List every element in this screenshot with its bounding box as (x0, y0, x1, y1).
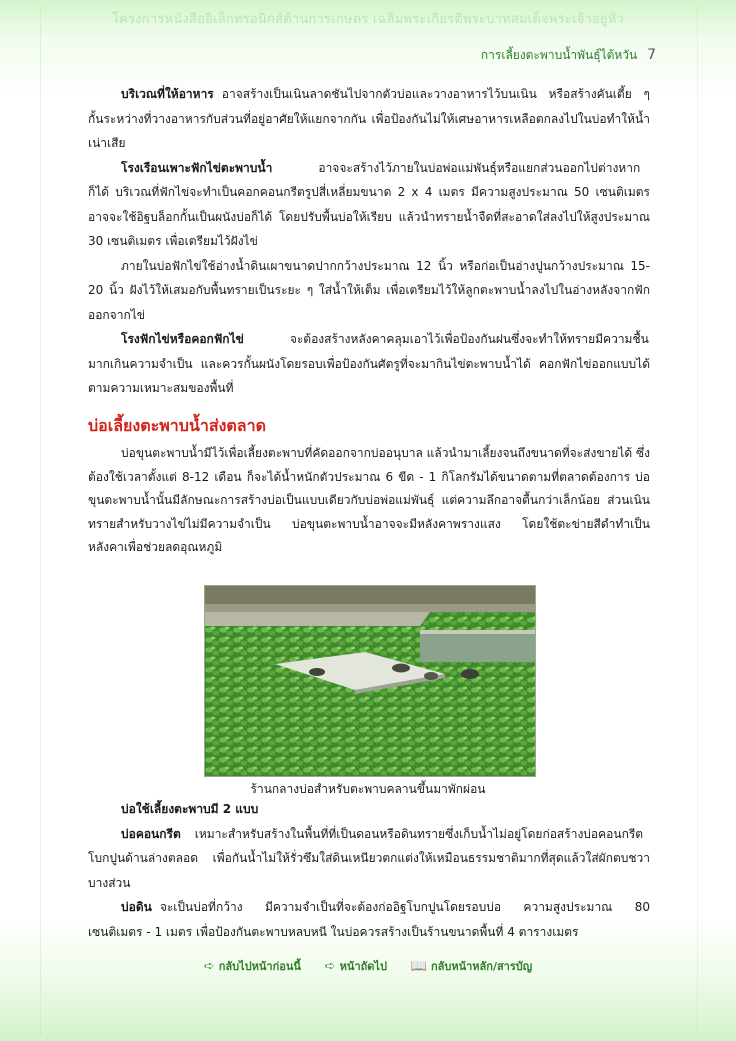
paragraph-hatching-pen (88, 327, 650, 401)
paragraph-market-pond: บ่อขุนตะพาบน้ำมีไว้เพื่อเลี้ยงตะพาบที่คัดออกจากบ่ออนุบาล แล้วนำมาเลี้ยงจนถึงขนาดที่จะส่งขายได้ ซึ่งต้องใช้เวลาตั้งแต่ 8-12 เดือน ก็จะได้น้ำหนักตัวประมาณ 6 ขีด - 1 กิโลกรัมได้ขนาดตามที่ตลาดต้องการ บ่อขุนตะพาบน้ำนั้นมีลักษณะการสร้างบ่อเป็นแบบเดียวกับบ่อพ่อแม่พันธุ์ แต่ความลึกอาจตื้นกว่าเล็กน้อย ส่วนเนินทรายสำหรับวางไข่ไม่มีความจำเป็น บ่อขุนตะพาบน้ำอาจจะมีหลังคาพรางแสง โดยใช้ตะข่ายสีดำทำเป็นหลังคาเพื่อช่วยลดอุณหภูมิ (88, 446, 650, 554)
home-link[interactable] (411, 957, 532, 975)
arrow-next-icon: ➪ (324, 958, 336, 974)
chapter-header (481, 46, 656, 65)
page-number: 7 (647, 47, 656, 63)
term-hatching-pen: โรงฟักไข่หรือคอกฟักไข่ (121, 332, 244, 346)
paragraph-feeding-area (88, 82, 650, 156)
home-label: กลับหน้าหลัก/สารบัญ (430, 960, 533, 973)
paragraph-earth-pond (88, 895, 650, 944)
section-pond-facilities (88, 82, 650, 401)
subheading-pond-types (88, 797, 650, 822)
paragraph-hatching-house (88, 156, 650, 254)
term-feeding-area: บริเวณที่ให้อาหาร (121, 87, 214, 101)
section-pond-types (88, 797, 650, 944)
pond-types-title: บ่อใช้เลี้ยงตะพาบมี 2 แบบ (121, 802, 259, 816)
text-hatching-house: อาจจะสร้างไว้ภายในบ่อพ่อแม่พันธุ์หรือแยกส่วนออกไปต่างหากก็ได้ บริเวณที่ฟักไข่จะทำเป็นคอกคอนกรีตรูปสี่เหลี่ยมขนาด 2 x 4 เมตร มีความสูงประมาณ 50 เซนติเมตร อาจจะใช้อิฐบล็อกกั้นเป็นผนังบ่อก็ได้ โดยปรับพื้นบ่อให้เรียบ แล้วนำทรายน้ำจืดที่สะอาดใส่ลงไปให้สูงประมาณ 30 เซนติเมตร เพื่อเตรียมไว้ฝังไข่ (88, 160, 650, 248)
term-hatching-house: โรงเรือนเพาะฟักไข่ตะพาบน้ำ (121, 160, 273, 175)
text-feeding-area: อาจสร้างเป็นเนินลาดชันไปจากตัวบ่อและวางอาหารไว้บนเนิน หรือสร้างคันเตี้ย ๆ กั้นระหว่างที่วางอาหารกับส่วนที่อยู่อาศัยให้แยกจากกัน เพื่อป้องกันไม่ให้เศษอาหารเหลือตกลงไปในบ่อทำให้น้ำเน่าเสีย (88, 87, 650, 150)
term-concrete-pond: บ่อคอนกรีต (121, 826, 181, 841)
photo-caption: ร้านกลางบ่อสำหรับตะพาบคลานขึ้นมาพักผ่อน (250, 782, 486, 796)
back-label: กลับไปหน้าก่อนนี้ (218, 960, 301, 973)
pond-photo-illustration (205, 586, 535, 776)
back-link[interactable] (204, 957, 301, 975)
term-earth-pond: บ่อดิน (121, 900, 152, 914)
section-heading-market-pond: บ่อเลี้ยงตะพาบน้ำส่งตลาด (88, 416, 266, 435)
text-concrete-pond: เหมาะสำหรับสร้างในพื้นที่ที่เป็นดอนหรือดินทรายซึ่งเก็บน้ำไม่อยู่โดยก่อสร้างบ่อคอนกรีตโบกปูนด้านล่างตลอด เพื่อกันน้ำไม่ให้รั่วซึมใส่ดินเหนียวตกแต่งให้เหมือนธรรมชาติมากที่สุดแล้วใส่ผักตบชวาบางส่วน (88, 826, 650, 890)
arrow-back-icon: ➪ (203, 958, 215, 974)
paragraph-concrete-pond (88, 822, 650, 896)
chapter-title: การเลี้ยงตะพาบน้ำพันธุ์ไต้หวัน (480, 48, 638, 62)
footer-navigation (0, 957, 736, 975)
pond-photo (204, 585, 536, 777)
book-icon: 📖 (410, 958, 427, 974)
next-link[interactable] (325, 957, 387, 975)
paragraph-inside-pond: ภายในบ่อฟักไข่ใช้อ่างน้ำดินเผาขนาดปากกว้างประมาณ 12 นิ้ว หรือก่อเป็นอ่างปูนกว้างประมาณ 15-20 นิ้ว ฝังไว้ให้เสมอกับพื้นทรายเป็นระยะ ๆ ใส่น้ำให้เต็ม เพื่อเตรียมไว้ให้ลูกตะพาบน้ำลงไปในอ่างหลังจากฟักออกจากไข่ (88, 258, 650, 322)
project-title: โครงการหนังสืออิเล็กทรอนิกส์ด้านการเกษตร เฉลิมพระเกียรติพระบาทสมเด็จพระเจ้าอยู่หัว (111, 12, 625, 27)
section-market-pond (88, 442, 650, 560)
text-earth-pond: จะเป็นบ่อที่กว้าง มีความจำเป็นที่จะต้องก่ออิฐโบกปูนโดยรอบบ่อ ความสูงประมาณ 80 เซนติเมตร - 1 เมตร เพื่อป้องกันตะพาบหลบหนี ในบ่อควรสร้างเป็นร้านขนาดพื้นที่ 4 ตารางเมตร (88, 900, 650, 939)
text-hatching-pen: จะต้องสร้างหลังคาคลุมเอาไว้เพื่อป้องกันฝนซึ่งจะทำให้ทรายมีความชื้นมากเกินความจำเป็น และควรกั้นผนังโดยรอบเพื่อป้องกันศัตรูที่จะมากินไข่ตะพาบน้ำได้ คอกฟักไข่ออกแบบได้ตามความเหมาะสมของพื้นที่ (88, 332, 650, 395)
next-label: หน้าถัดไป (339, 960, 387, 973)
